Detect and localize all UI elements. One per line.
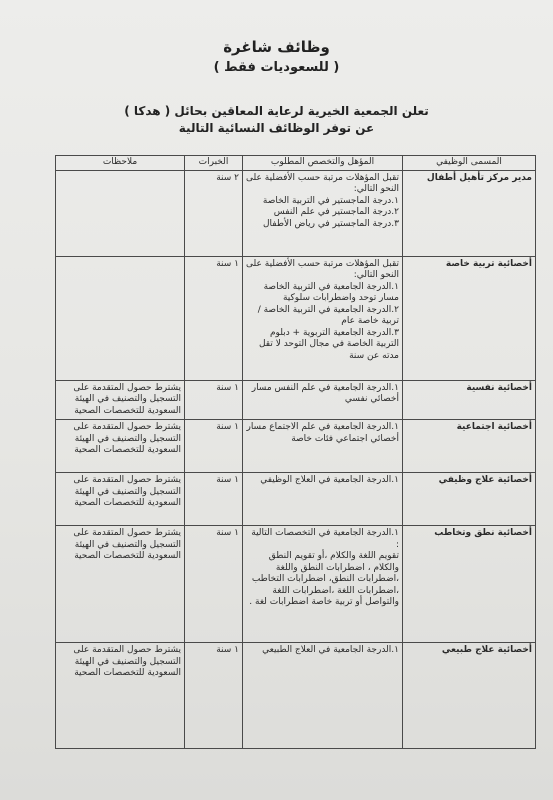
jobs-table bbox=[55, 155, 536, 749]
header-job-title: المسمى الوظيفي bbox=[403, 156, 536, 171]
page-title: وظائف شاغرة bbox=[223, 38, 330, 56]
cell-job-title: مدير مركز تأهيل أطفال bbox=[403, 170, 536, 256]
qualification-line: ١.الدرجة الجامعية في علم النفس مسار أخصائي نفسي bbox=[251, 382, 399, 404]
cell-experience: ١ سنة bbox=[185, 256, 243, 380]
qualification-line: تقويم اللغة والكلام ،أو تقويم النطق والكلام ، اضطرابات النطق واللغة ،اضطرابات النطق، اضطرابات التخاطب ،اضطرابات اللغة ،اضطرابات اللغة والتواصل أو تربية خاصة اضطرابات لغة . bbox=[249, 551, 399, 607]
cell-qualification bbox=[243, 526, 403, 643]
table-row bbox=[56, 526, 536, 643]
cell-experience: ١ سنة bbox=[185, 643, 243, 749]
qualification-line: ١.درجة الماجستير في التربية الخاصة bbox=[262, 195, 399, 206]
table-row bbox=[56, 643, 536, 749]
cell-qualification bbox=[243, 473, 403, 526]
cell-notes: يشترط حصول المتقدمة على التسجيل والتصنيف في الهيئة السعودية للتخصصات الصحية bbox=[56, 380, 185, 420]
cell-job-title: أخصائية اجتماعية bbox=[403, 420, 536, 473]
cell-qualification bbox=[243, 170, 403, 256]
qualification-line: ٣.الدرجة الجامعية التربوية + دبلوم التربية الخاصة في مجال التوحد لا تقل مدته عن سنة bbox=[258, 327, 399, 361]
qualification-line: ١.الدرجة الجامعية في التربية الخاصة مسار توحد واضطرابات سلوكية bbox=[263, 281, 399, 303]
cell-qualification bbox=[243, 256, 403, 380]
table-row bbox=[56, 473, 536, 526]
cell-job-title: أخصائية علاج وظيفي bbox=[403, 473, 536, 526]
qualification-line: ١.الدرجة الجامعية في العلاج الطبيعي bbox=[262, 645, 399, 655]
qualification-line: ٣.درجة الماجستير في رياض الأطفال bbox=[263, 218, 399, 229]
qualification-line: ٢.الدرجة الجامعية في التربية الخاصة /تربية خاصة عام bbox=[257, 304, 399, 326]
table-header-row bbox=[56, 156, 536, 171]
qualification-line: تقبل المؤهلات مرتبة حسب الأفضلية على النحو التالي: bbox=[246, 172, 399, 194]
intro-line-1: تعلن الجمعية الخيرية لرعاية المعاقين بحائل ( هدكا ) bbox=[124, 104, 429, 118]
cell-notes: يشترط حصول المتقدمة على التسجيل والتصنيف في الهيئة السعودية للتخصصات الصحية bbox=[56, 420, 185, 473]
table-row bbox=[56, 380, 536, 420]
cell-experience: ٢ سنة bbox=[185, 170, 243, 256]
page-subtitle: ( للسعوديات فقط ) bbox=[213, 60, 340, 75]
cell-qualification bbox=[243, 380, 403, 420]
qualification-line: ١.الدرجة الجامعية في علم الاجتماع مسار أخصائي اجتماعي فئات خاصة bbox=[246, 422, 399, 444]
cell-experience: ١ سنة bbox=[185, 420, 243, 473]
cell-experience: ١ سنة bbox=[185, 473, 243, 526]
cell-job-title: أخصائية تربية خاصة bbox=[403, 256, 536, 380]
cell-notes bbox=[56, 256, 185, 380]
cell-experience: ١ سنة bbox=[185, 526, 243, 643]
qualification-line: ١.الدرجة الجامعية في التخصصات التالية : bbox=[251, 528, 399, 550]
cell-notes bbox=[56, 170, 185, 256]
cell-job-title: أخصائية نطق وتخاطب bbox=[403, 526, 536, 643]
cell-notes: يشترط حصول المتقدمة على التسجيل والتصنيف في الهيئة السعودية للتخصصات الصحية bbox=[56, 526, 185, 643]
cell-qualification bbox=[243, 420, 403, 473]
header-qualification: المؤهل والتخصص المطلوب bbox=[243, 156, 403, 171]
cell-qualification bbox=[243, 643, 403, 749]
header-notes: ملاحظات bbox=[56, 156, 185, 171]
cell-notes: يشترط حصول المتقدمة على التسجيل والتصنيف في الهيئة السعودية للتخصصات الصحية bbox=[56, 473, 185, 526]
table-row bbox=[56, 170, 536, 256]
header-experience: الخبرات bbox=[185, 156, 243, 171]
table-row bbox=[56, 420, 536, 473]
table-row bbox=[56, 256, 536, 380]
cell-job-title: أخصائية علاج طبيعي bbox=[403, 643, 536, 749]
intro-line-2: عن توفر الوظائف النسائية التالية bbox=[178, 121, 375, 135]
cell-notes: يشترط حصول المتقدمة على التسجيل والتصنيف في الهيئة السعودية للتخصصات الصحية bbox=[56, 643, 185, 749]
cell-job-title: أخصائية نفسية bbox=[403, 380, 536, 420]
qualification-line: ١.الدرجة الجامعية في العلاج الوظيفي bbox=[260, 475, 399, 485]
qualification-line: تقبل المؤهلات مرتبة حسب الأفضلية على النحو التالي: bbox=[246, 258, 399, 280]
qualification-line: ٢.درجة الماجستير في علم النفس bbox=[273, 207, 399, 217]
cell-experience: ١ سنة bbox=[185, 380, 243, 420]
